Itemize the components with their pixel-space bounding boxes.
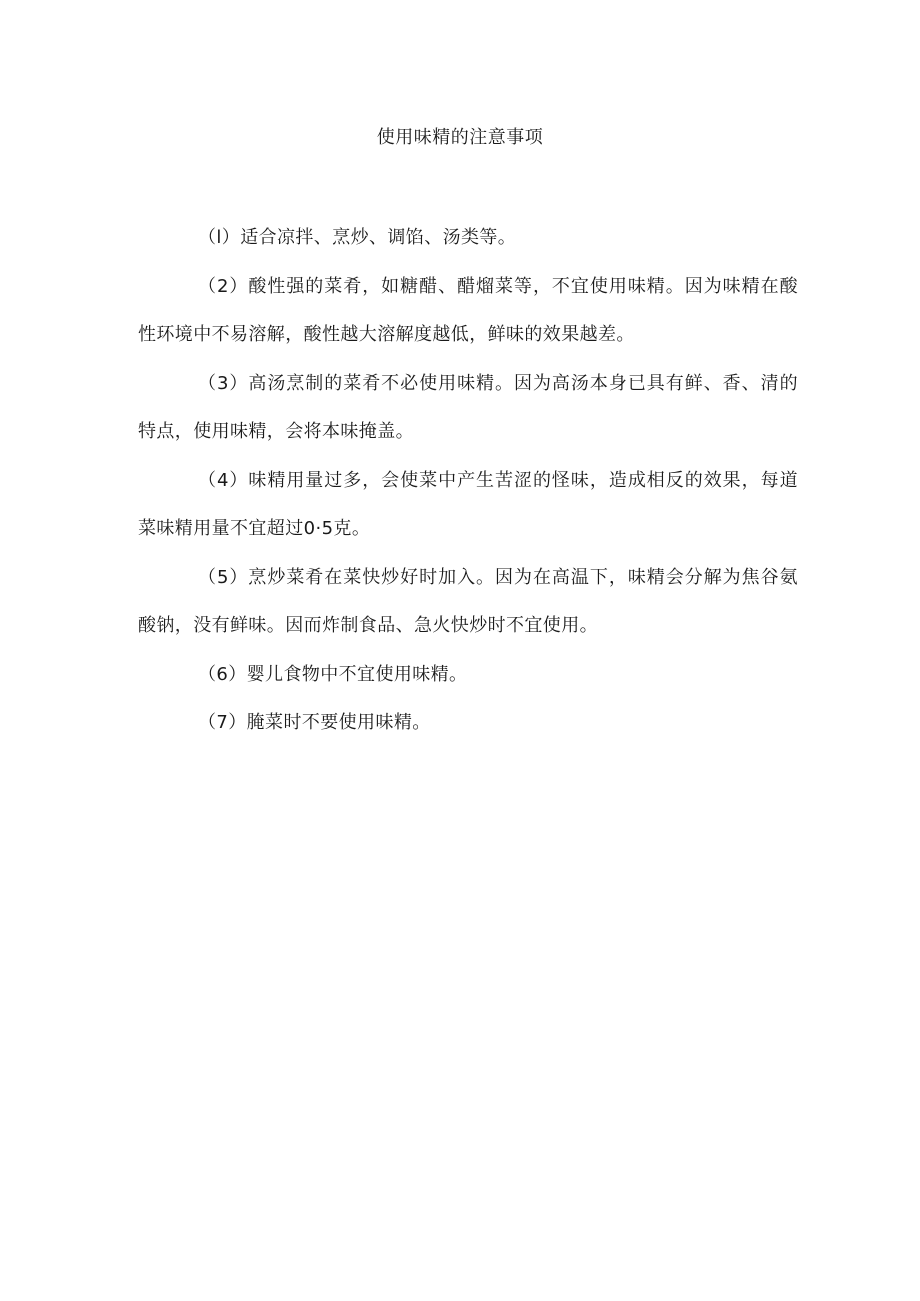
- paragraph-6: （6）婴儿食物中不宜使用味精。: [198, 663, 468, 685]
- document-body: [138, 214, 798, 748]
- paragraph-7: （7）腌菜时不要使用味精。: [198, 712, 431, 733]
- paragraph-4: （4）味精用量过多，会使菜中产生苦涩的怪味，造成相反的效果，每道菜味精用量不宜超过0·5克。: [138, 469, 798, 539]
- paragraph-3: （3）高汤烹制的菜肴不必使用味精。因为高汤本身已具有鲜、香、清的特点，使用味精，会将本味掩盖。: [138, 372, 798, 442]
- paragraph-5: （5）烹炒菜肴在菜快炒好时加入。因为在高温下，味精会分解为焦谷氨酸钠，没有鲜味。因而炸制食品、急火快炒时不宜使用。: [138, 566, 798, 636]
- paragraph-2: （2）酸性强的菜肴，如糖醋、醋熘菜等，不宜使用味精。因为味精在酸性环境中不易溶解，酸性越大溶解度越低，鲜味的效果越差。: [138, 275, 798, 345]
- document-title: 使用味精的注意事项: [376, 127, 544, 148]
- paragraph-1: （l）适合凉拌、烹炒、调馅、汤类等。: [198, 227, 517, 248]
